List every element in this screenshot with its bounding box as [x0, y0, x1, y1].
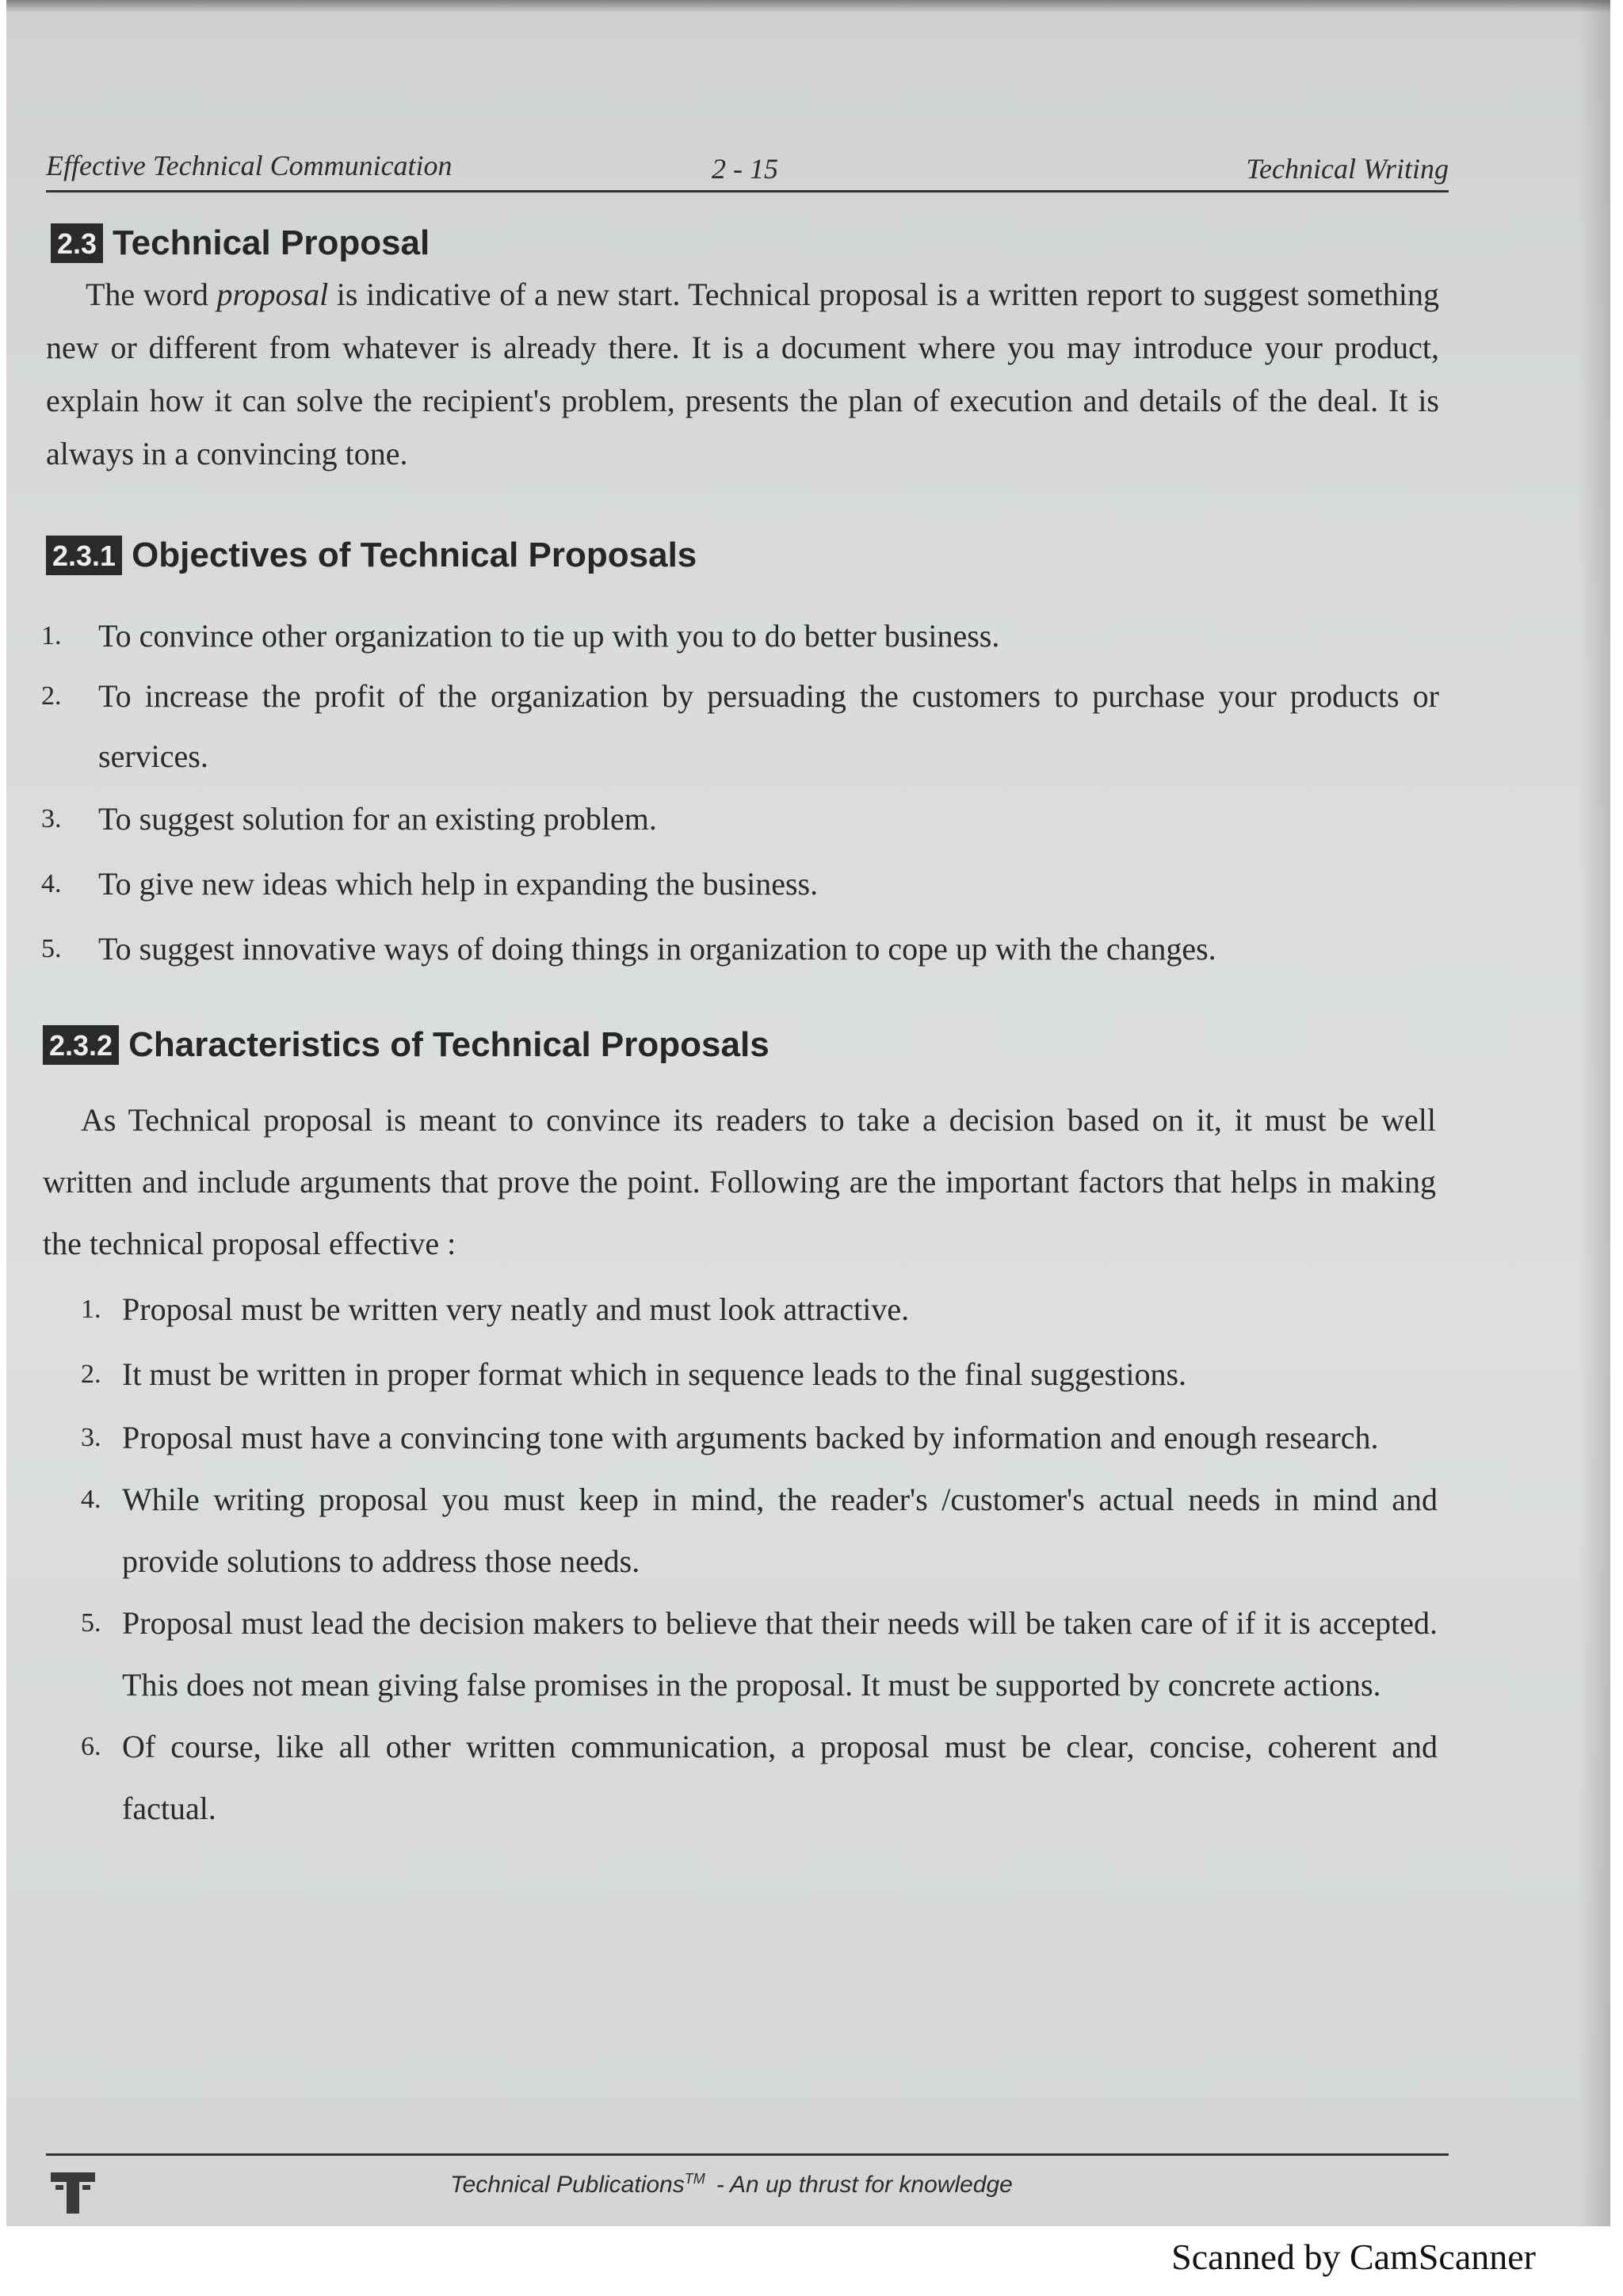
- section-number: 2.3.2: [43, 1025, 119, 1065]
- section-number: 2.3: [51, 223, 103, 263]
- section-title: Technical Proposal: [113, 223, 430, 262]
- publisher-name: Technical Publications: [450, 2172, 685, 2198]
- list-item: [81, 1716, 1438, 1840]
- list-number: 5.: [81, 1608, 101, 1638]
- list-number: 2.: [41, 681, 62, 711]
- publisher-logo-icon: [48, 2166, 98, 2217]
- header-page-number: 2 - 15: [712, 153, 778, 185]
- header-book-title: Effective Technical Communication: [46, 150, 453, 181]
- list-item-text: To increase the profit of the organization by persuading the customers to purchase your products or services.: [98, 678, 1439, 774]
- page-right-shadow: [1579, 0, 1610, 2226]
- list-number: 6.: [81, 1732, 101, 1761]
- footer-publisher: [450, 2171, 1013, 2199]
- list-item: [41, 852, 1439, 917]
- list-item-text: To suggest innovative ways of doing things in organization to cope up with the changes.: [98, 931, 1216, 967]
- list-number: 1.: [81, 1295, 101, 1324]
- objectives-list: [41, 606, 1439, 982]
- section-heading-2-3-2: [43, 1025, 769, 1065]
- list-item: [81, 1277, 1438, 1342]
- list-item-text: Of course, like all other written communication, a proposal must be clear, concise, coherent and factual.: [122, 1729, 1438, 1826]
- list-item: [41, 606, 1439, 666]
- characteristics-list: [81, 1277, 1438, 1840]
- publisher-tagline: - An up thrust for knowledge: [716, 2172, 1013, 2198]
- list-item-text: While writing proposal you must keep in mind, the reader's /customer's actual needs in mind and provide solutions to address those needs.: [122, 1482, 1438, 1579]
- section-heading-2-3-1: [46, 536, 697, 575]
- list-item-text: To convince other organization to tie up with you to do better business.: [98, 618, 1000, 654]
- list-item: [41, 787, 1439, 852]
- list-number: 3.: [41, 804, 62, 833]
- section-2-3-paragraph: [46, 268, 1439, 480]
- section-heading-2-3: [51, 223, 430, 263]
- list-number: 5.: [41, 934, 62, 963]
- page-top-shadow: [6, 0, 1610, 13]
- paragraph-text-prefix: The word: [86, 277, 217, 312]
- list-item: [81, 1592, 1438, 1716]
- list-item: [41, 917, 1439, 982]
- section-title: Objectives of Technical Proposals: [132, 536, 697, 574]
- list-number: 1.: [41, 621, 62, 650]
- list-number: 3.: [81, 1423, 101, 1452]
- header-chapter-title: Technical Writing: [1246, 153, 1449, 185]
- list-item-text: Proposal must have a convincing tone with arguments backed by information and enough research.: [122, 1420, 1379, 1455]
- list-item: [81, 1407, 1438, 1469]
- list-item-text: Proposal must be written very neatly and must look attractive.: [122, 1291, 910, 1327]
- list-item-text: To give new ideas which help in expanding the business.: [98, 866, 819, 902]
- header-divider: [46, 190, 1449, 193]
- list-number: 2.: [81, 1360, 101, 1389]
- section-2-3-2-intro: As Technical proposal is meant to convince its readers to take a decision based on it, it must be well written and include arguments that prove the point. Following are the important factors that helps in making the technical proposal effective :: [43, 1102, 1436, 1261]
- list-item-text: To suggest solution for an existing problem.: [98, 801, 657, 837]
- paragraph-emphasis: proposal: [216, 277, 329, 312]
- trademark-mark: TM: [684, 2171, 705, 2187]
- list-number: 4.: [81, 1485, 101, 1514]
- section-title: Characteristics of Technical Proposals: [128, 1025, 769, 1064]
- scanner-watermark: Scanned by CamScanner: [1171, 2237, 1536, 2277]
- list-item-text: It must be written in proper format which in sequence leads to the final suggestions.: [122, 1356, 1187, 1392]
- paragraph-text: is indicative of a new start. Technical proposal is a written report to suggest something new or different from whatever is already there. It is a document where you may introduce your product, explain how it can solve the recipient's problem, presents the plan of execution and details of the deal. It is always in a convincing tone.: [46, 277, 1439, 471]
- list-item: [81, 1469, 1438, 1592]
- scanned-page: [6, 0, 1610, 2226]
- section-number: 2.3.1: [46, 536, 122, 575]
- list-number: 4.: [41, 869, 62, 898]
- list-item: [41, 666, 1439, 787]
- list-item: [81, 1342, 1438, 1407]
- list-item-text: Proposal must lead the decision makers to believe that their needs will be taken care of if it is accepted. This does not mean giving false promises in the proposal. It must be supported by concrete actions.: [122, 1605, 1438, 1703]
- footer-divider: [46, 2153, 1449, 2156]
- running-header: [46, 149, 1449, 190]
